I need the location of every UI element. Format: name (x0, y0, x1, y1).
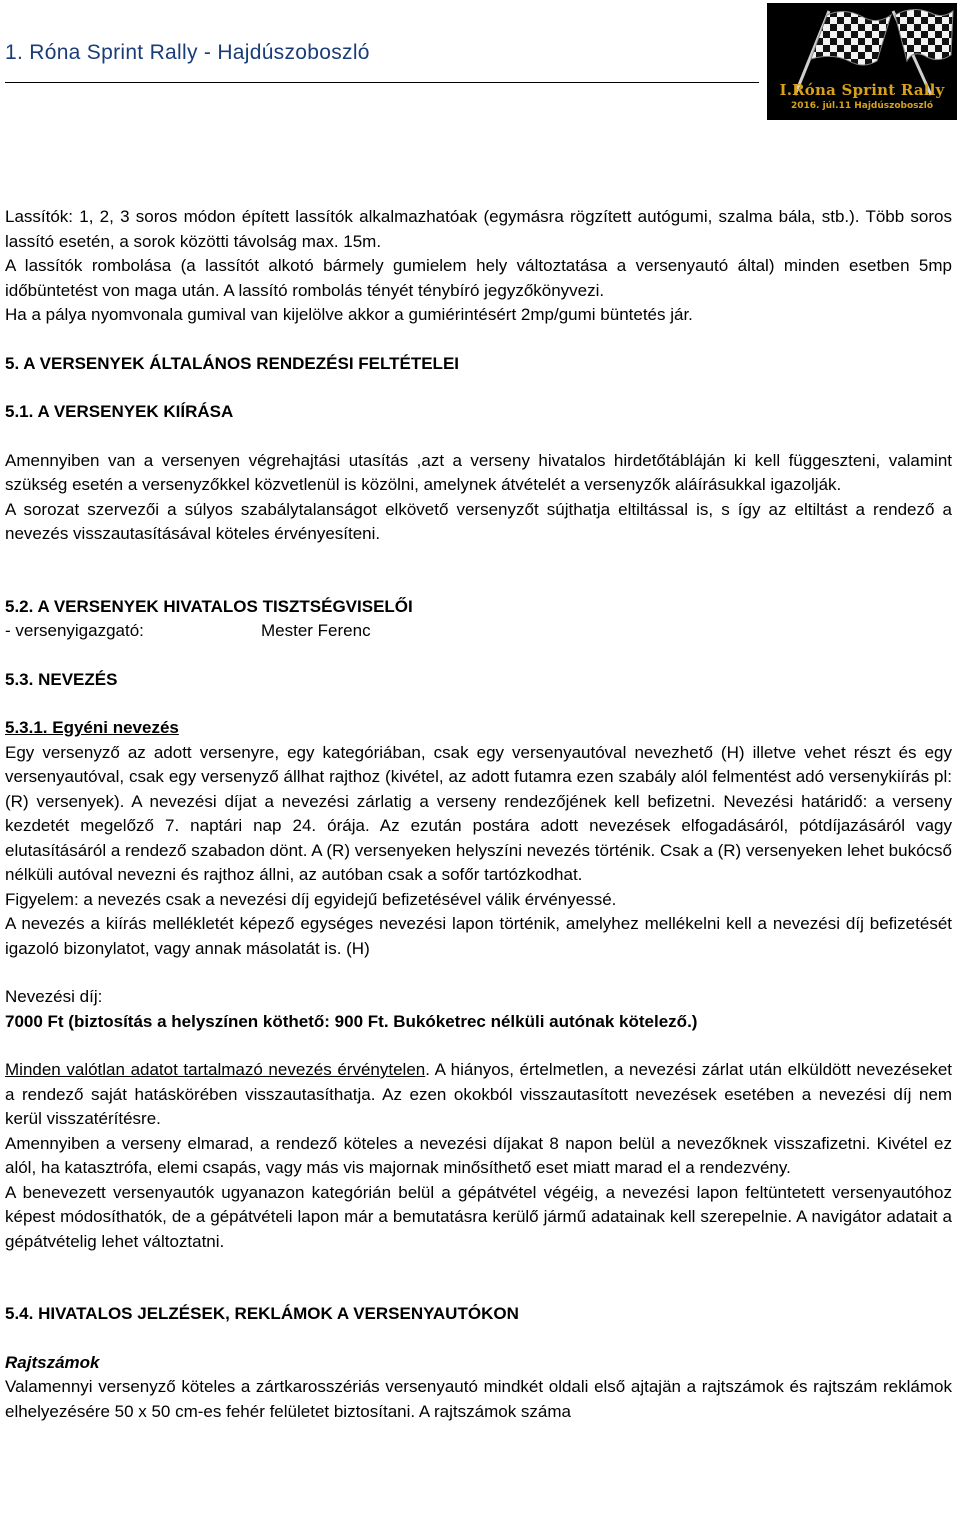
section-heading-5-3-1: 5.3.1. Egyéni nevezés (5, 718, 179, 737)
invalid-entry-rest: . A hiányos, értelmetlen, a nevezési zárlat után elküldött nevezéseket a rendező saját hatáskörében visszautasíthatja. Az ezen okokból visszautasított nevezések esetében a nevezési díj nem kerül visszatérítésre. (5, 1060, 952, 1128)
invalid-entry-underlined: Minden valótlan adatot tartalmazó nevezés érvénytelen (5, 1060, 426, 1079)
director-name: Mester Ferenc (261, 621, 371, 640)
paragraph-5-3-1-c: A nevezés a kiírás mellékletét képező egységes nevezési lapon történik, amelyhez mellékelni kell a nevezési díj befizetését igazoló bizonylatot, vagy annak másolatát is. (H) (5, 914, 952, 958)
paragraph-5-3-1-b: Figyelem: a nevezés csak a nevezési díj egyidejű befizetésével válik érvényessé. (5, 889, 617, 909)
section-heading-5-2: 5.2. A VERSENYEK HIVATALOS TISZTSÉGVISELŐI (5, 596, 413, 616)
section-heading-5-3: 5.3. NEVEZÉS (5, 669, 118, 689)
paragraph-cancel: Amennyiben a verseny elmarad, a rendező köteles a nevezési díjakat 8 napon belül a nevezőknek visszafizetni. Kivétel ez alól, ha katasztrófa, elemi csapás, vagy más vis majornak minősíthető eset miatt marad el a rendezvény. (5, 1133, 952, 1177)
director-label: - versenyigazgató: (5, 621, 144, 640)
paragraph-invalid-entry (5, 1058, 952, 1132)
spacer (5, 547, 952, 571)
paragraph-5-1-a: Amennyiben van a versenyen végrehajtási utasítás ,azt a verseny hivatalos hirdetőtábláján ki kell függeszteni, valamint szükség esetén a versenyzőkkel közvetlenül is közölni, amelynek átvételét a versenyzők aláírásukkal igazolják. (5, 450, 952, 494)
spacer (5, 644, 952, 668)
logo-text: I.Róna Sprint Rally (779, 81, 945, 99)
paragraph-lassitok-3: Ha a pálya nyomvonala gumival van kijelölve akkor a gumiérintésért 2mp/gumi büntetés jár. (5, 305, 693, 324)
subheading-rajtszamok: Rajtszámok (5, 1352, 100, 1372)
rally-logo (767, 3, 957, 120)
header-title: 1. Róna Sprint Rally - Hajdúszoboszló (5, 41, 370, 64)
fee-label: Nevezési díj: (5, 987, 103, 1006)
spacer (5, 376, 952, 400)
paragraph-5-3-1-a: Egy versenyző az adott versenyre, egy kategóriában, csak egy versenyautóval nevezhető (H) illetve vehet részt és egy versenyautóval, csak egy versenyző állhat rajthoz (kivétel, az adott futamra ezen szabály alól felmentést adó versenykiírás pl:(R) versenyek). A nevezési díjat a nevezési zárlatig a verseny rendezőjének kell befizetni. Nevezési határidő: a verseny kezdetét megelőző 7. naptári nap 24. órája. Az ezután postára adott nevezések elfogadásáról, pótdíjazásáról vagy elutasításáról a rendező szabadon dönt. A (R) versenyeken helyszíni nevezés történik. Csak a (R) versenyeken lehet bukócső nélküli autóval nevezni és rajthoz állni, az autóban csak a sofőr tartózkodhat. (5, 742, 952, 884)
spacer (5, 692, 952, 716)
paragraph-cars: A benevezett versenyautók ugyanazon kategórián belül a gépátvétel végéig, a nevezési lapon feltüntetett versenyautóhoz képest módosíthatók, de a gépátvételi lapon már a bemutatásra kerülő jármű adatainak kell szerepelnie. A navigátor adatait a gépátvételig lehet változtatni. (5, 1182, 952, 1251)
spacer (5, 571, 952, 595)
section-heading-5-4: 5.4. HIVATALOS JELZÉSEK, REKLÁMOK A VERSENYAUTÓKON (5, 1304, 519, 1323)
fee-value: 7000 Ft (biztosítás a helyszínen köthető: 900 Ft. Bukóketrec nélküli autónak kötelező.) (5, 1011, 698, 1031)
paragraph-5-1-b: A sorozat szervezői a súlyos szabálytalanságot elkövető versenyzőt sújthatja eltiltással is, s így az eltiltást a rendező a nevezés visszautasításával köteles érvényesíteni. (5, 499, 952, 543)
paragraph-rajtszamok: Valamennyi versenyző köteles a zártkarosszériás versenyautó mindkét oldali első ajtajän a rajtszámok és rajtszám reklámok elhelyezésére 50 x 50 cm-es fehér felületet biztosítani. A rajtszámok száma (5, 1377, 952, 1421)
spacer (5, 1034, 952, 1058)
section-heading-5-1: 5.1. A VERSENYEK KIÍRÁSA (5, 402, 234, 421)
spacer (5, 425, 952, 449)
paragraph-lassitok-1: Lassítók: 1, 2, 3 soros módon épített lassítók alkalmazhatóak (egymásra rögzített autógumi, szalma bála, stb.). Több soros lassító esetén, a sorok közötti távolság max. 15m. (5, 207, 952, 251)
spacer (5, 1327, 952, 1351)
logo-subtext: 2016. júl.11 Hajdúszoboszló (790, 101, 934, 111)
paragraph-lassitok-2: A lassítók rombolása (a lassítót alkotó bármely gumielem hely változtatása a versenyautó által) minden esetben 5mp időbüntetést von maga után. A lassító rombolás tényét ténybíró jegyzőkönyvezi. (5, 256, 952, 300)
spacer (5, 328, 952, 352)
spacer (5, 961, 952, 985)
document-body (5, 205, 952, 1424)
spacer (5, 1278, 952, 1302)
header-rule (5, 82, 759, 83)
spacer (5, 1254, 952, 1278)
section-heading-5: 5. A VERSENYEK ÁLTALÁNOS RENDEZÉSI FELTÉTELEI (5, 353, 460, 373)
director-row (5, 619, 952, 644)
